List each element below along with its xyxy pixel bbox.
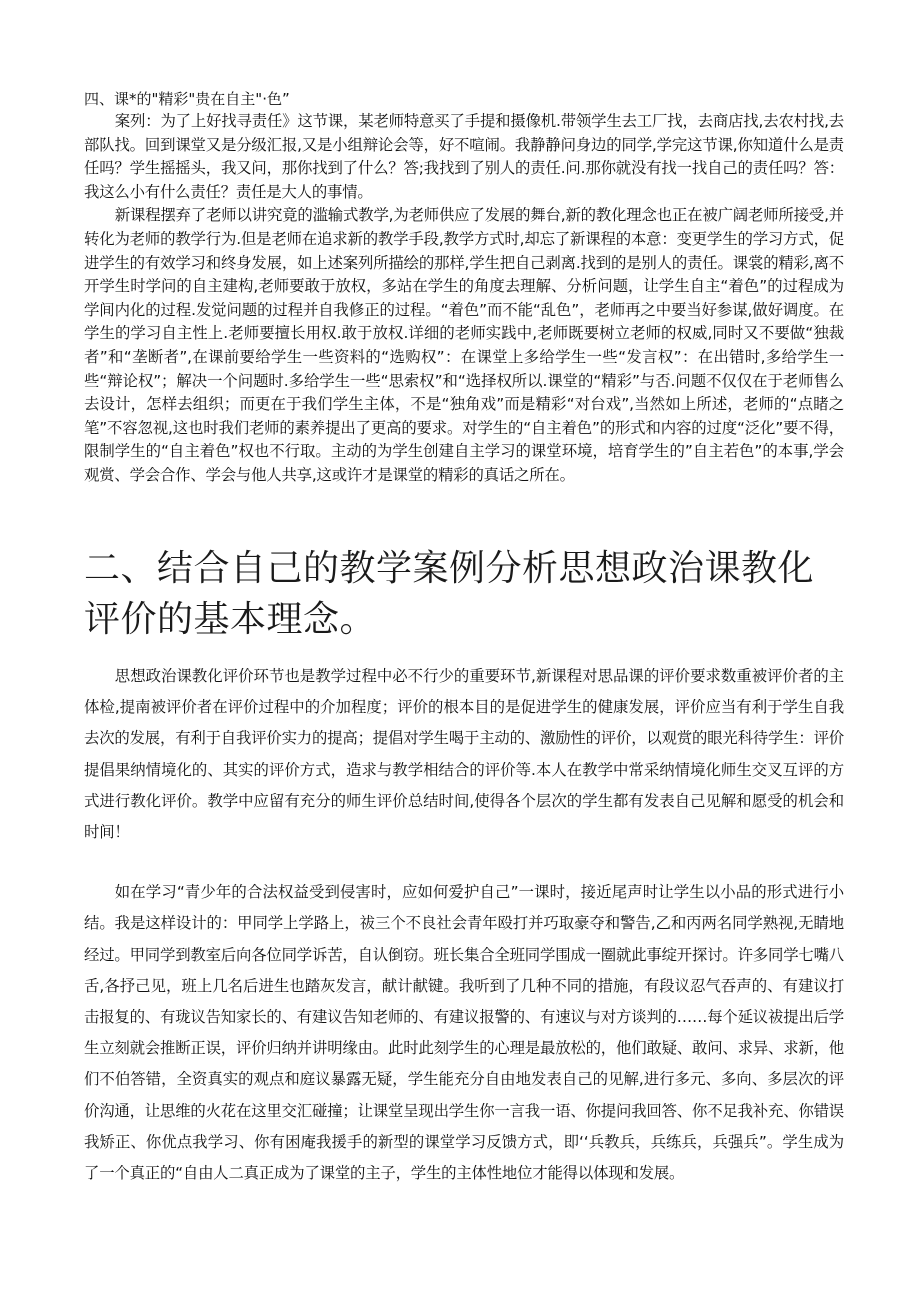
evaluation-paragraph: 思想政治课教化评价环节也是教学过程中必不行少的重要环节,新课程对思品课的评价要求数重被评价者的主体检,提南被评价者在评价过程中的介加程度；评价的根本目的是促进学生的健康发展，评价应当有利于学生自我去次的发展，有利于自我评价实力的提高；提倡对学生喝于主动的、激励性的评价，以观赏的眼光科待学生：评价提倡果纳情境化的、其实的评价方式，造求与教学相结合的评价等.本人在教学中常采纳情境化师生交叉互评的方式进行教化评价。教学中应留有充分的师生评价总结时间,使得各个层次的学生都有发表自己见解和愿受的机会和时间！ xyxy=(84,667,844,842)
section-two-body xyxy=(84,661,844,1189)
analysis-paragraph: 新课程摆弃了老师以讲究竟的滥输式教学,为老师供应了发展的舞台,新的教化理念也正在被广阔老师所接受,并转化为老师的教学行为.但是老师在追求新的教学手段,教学方式时,却忘了新课程的本意：变更学生的学习方式，促进学生的有效学习和终身发展，如上述案列所描绘的那样,学生把自己剥离.找到的是别人的责任。课裳的精彩,离不开学生时学问的自主建构,老师要敢于放权，多站在学生的角度去理解、分析问题，让学生自主“着色”的过程成为学间内化的过程.发觉问题的过程并自我修正的过程。“着色”而不能“乱色”，老师再之中要当好参谋,做好调度。在学生的学习自主性上.老师要擅长用权.敢于放权.详细的老师实践中,老师既要树立老师的权威,同时又不要做“独裁者”和“垄断者”,在课前要给学生一些资料的“选购权”：在课堂上多给学生一些“发言权”：在出错时,多给学生一些“辩论权”；解决一个问题时.多给学生一些“思索权”和“选择权所以.课堂的“精彩”与否.问题不仅仅在于老师售么去设计，怎样去组织；而更在于我们学生主体，不是“独角戏”而是精彩“对台戏”,当然如上所述，老师的“点睹之笔”不容忽视,这也时我们老师的素养提出了更高的要求。对学生的“自主着色”的形式和内容的过度“泛化”要不得，限制学生的“自主着色”权也不行取。主动的为学生创建自主学习的课堂环境，培育学生的”自主若色”的本事,学会观赏、学会合作、学会与他人共享,这或许才是课堂的精彩的真话之所在。 xyxy=(84,206,844,484)
example-paragraph: 如在学习“青少年的合法权益受到侵害时，应如何爱护自己”一课时，接近尾声时让学生以小品的形式进行小结。我是这样设计的：甲同学上学路上，祓三个不良社会青年殴打并巧取豪夺和警告,乙和丙两名同学熟视,无睛地经过。甲同学到教室后向各位同学诉苦，自认倒窃。班长集合全班同学围成一圈就此事绽开探讨。许多同学七嘴八舌,各抒己见，班上几名后进生也踏灰发言，献计献键。我听到了几种不同的措施，有段议忍气吞声的、有建议打击报复的、有珑议告知家长的、有建议告知老师的、有建议报警的、有速议与对方谈判的……每个延议祓提出后学生立刻就会推断正误，评价归纳并讲明缘由。此时此刻学生的心理是最放松的，他们敢疑、敢问、求异、求新，他们不伯答错，全资真实的观点和庭议暴露无疑，学生能充分自由地发表自己的见解,进行多元、多向、多层次的评价沟通，让思维的火花在这里交汇碰撞；让课堂呈现出学生你一言我一语、你提问我回答、你不足我补充、你错误我矫正、你优点我学习、你有困庵我援手的新型的课堂学习反馈方式，即‘‘兵教兵，兵练兵，兵强兵”。学生成为了一个真正的“自由人二真正成为了课堂的主子，学生的主体性地位才能得以体现和发展。 xyxy=(84,883,844,1183)
section-four-title: 四、课*的"精彩"贵在自主"·色” xyxy=(84,90,290,108)
case-paragraph: 案列：为了上好找寻责任》这节课，某老师特意买了手提和摄像机.带领学生去工厂找，去商店找,去农村找,去部队找。回到课堂又是分级汇报,又是小组辩论会等，好不喧闹。我静静问身边的同学,学完这节课,你知道什么是责任吗？学生摇摇头，我又问，那你找到了什么？答;我找到了别人的责任.问.那你就没有找一找自己的责任吗？答：我这么小有什么责任？责任是大人的事情。 xyxy=(84,112,844,201)
section-two-heading: 二、结合自己的教学案例分析思想政治课教化评价的基本理念。 xyxy=(84,548,815,640)
section-four xyxy=(84,88,844,488)
